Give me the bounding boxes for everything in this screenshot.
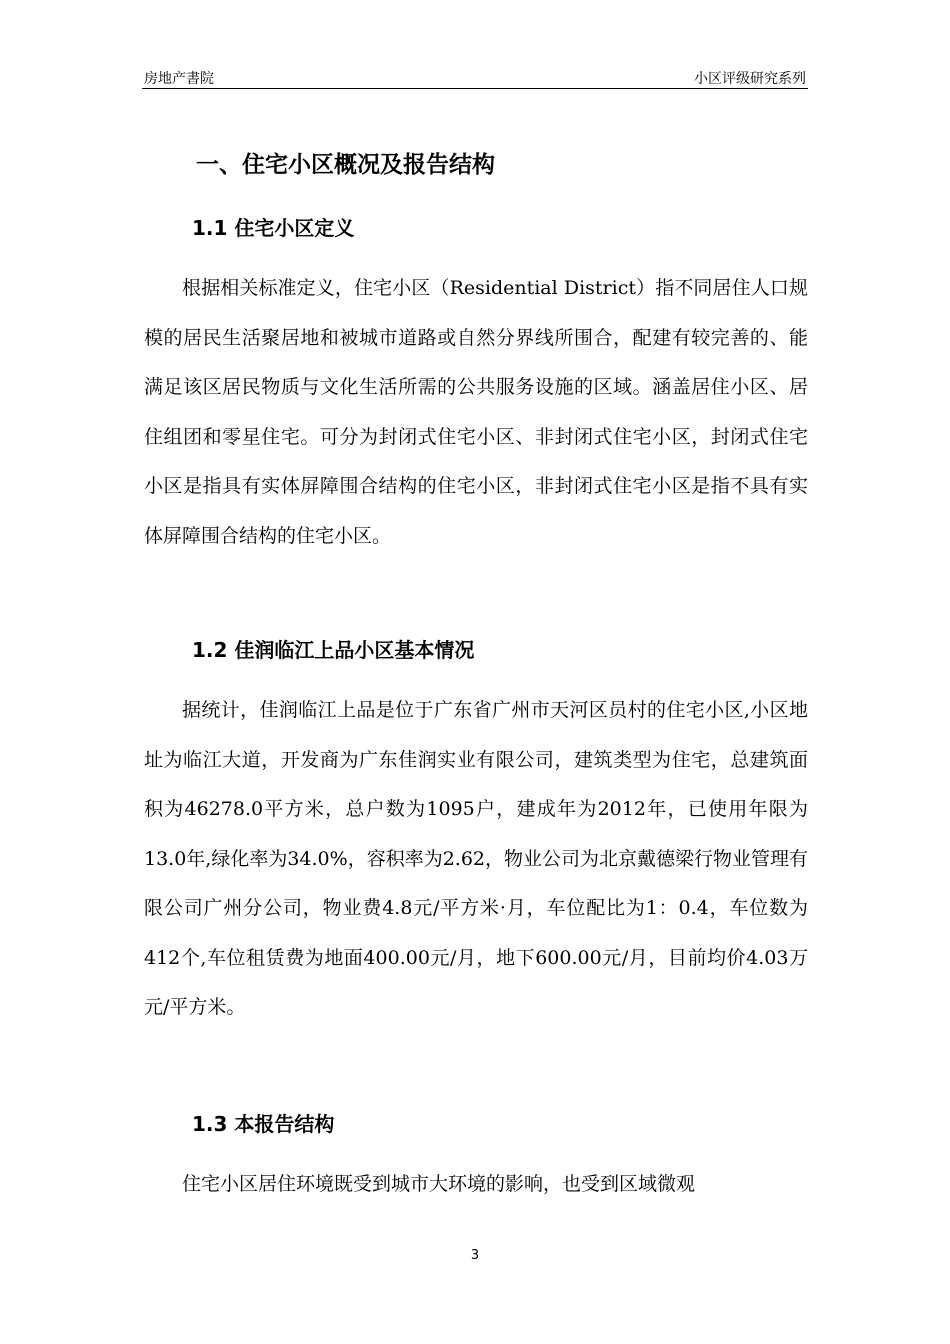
section-1-3-paragraph: 住宅小区居住环境既受到城市大环境的影响，也受到区域微观: [182, 1173, 696, 1195]
section-1-1-heading: 1.1 住宅小区定义: [192, 216, 355, 240]
header-right-title: 小区评级研究系列: [694, 71, 806, 87]
section-1-2-paragraph: 据统计，佳润临江上品是位于广东省广州市天河区员村的住宅小区,小区地址为临江大道，开发商为广东佳润实业有限公司，建筑类型为住宅，总建筑面积为46278.0平方米，总户数为1095户，建成年为2012年，已使用年限为13.0年,绿化率为34.0%，容积率为2.62，物业公司为北京戴德梁行物业管理有限公司广州分公司，物业费4.8元/平方米·月，车位配比为1：0.4，车位数为412个,车位租赁费为地面400.00元/月，地下600.00元/月，目前均价4.03万元/平方米。: [144, 699, 809, 1018]
section-1-3-heading: 1.3 本报告结构: [192, 1112, 335, 1136]
section-1-2-heading: 1.2 佳润临江上品小区基本情况: [192, 638, 475, 662]
section-1-1-paragraph: 根据相关标准定义，住宅小区（Residential District）指不同居住人口规模的居民生活聚居地和被城市道路或自然分界线所围合，配建有较完善的、能满足该区居民物质与文化生活所需的公共服务设施的区域。涵盖居住小区、居住组团和零星住宅。可分为封闭式住宅小区、非封闭式住宅小区，封闭式住宅小区是指具有实体屏障围合结构的住宅小区，非封闭式住宅小区是指不具有实体屏障围合结构的住宅小区。: [144, 277, 808, 547]
section-1-heading: 一、住宅小区概况及报告结构: [196, 152, 495, 178]
page-number: 3: [470, 1248, 480, 1263]
page-header: [142, 64, 808, 89]
header-left-title: 房地产書院: [144, 71, 214, 87]
